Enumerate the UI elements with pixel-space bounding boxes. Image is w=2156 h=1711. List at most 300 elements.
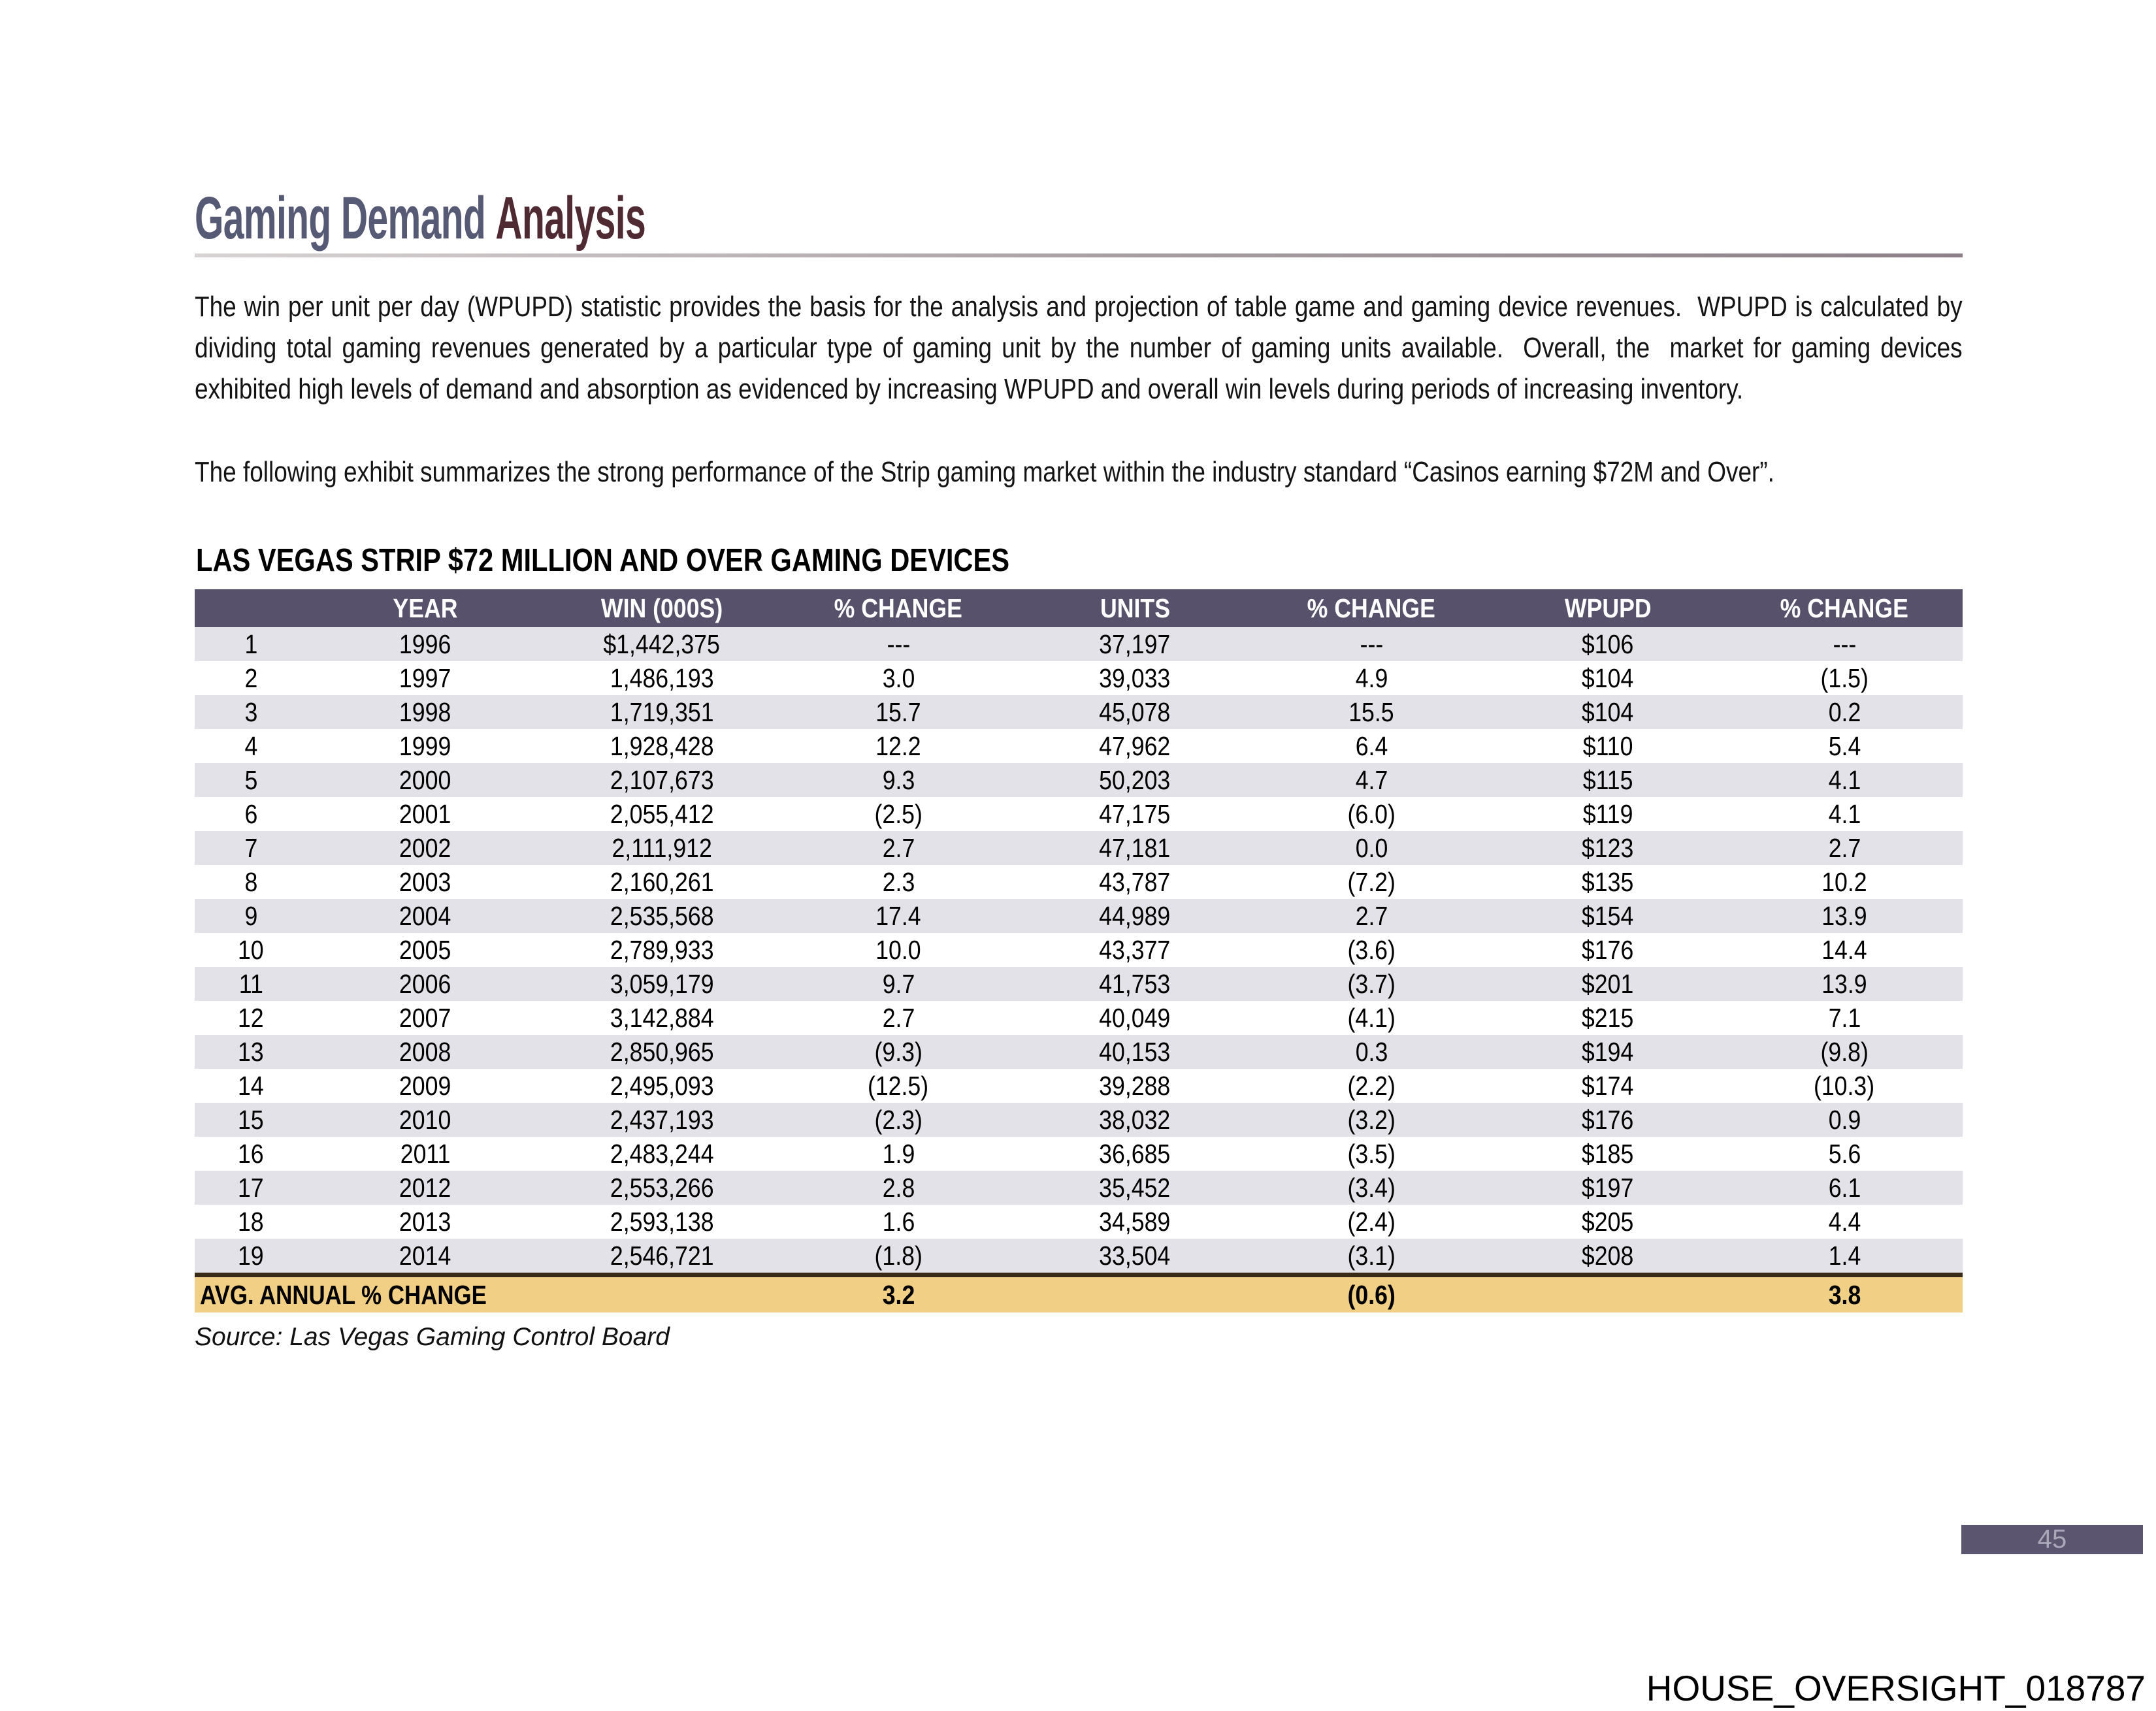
table-cell bbox=[1253, 1171, 1490, 1205]
cell-value: 37,197 bbox=[1099, 628, 1171, 659]
table-cell bbox=[195, 1035, 307, 1069]
table-cell bbox=[195, 831, 307, 865]
cell-value: 1.4 bbox=[1828, 1240, 1861, 1271]
table-cell bbox=[1726, 763, 1963, 797]
cell-value: 4.7 bbox=[1355, 764, 1388, 795]
cell-value: 40,153 bbox=[1099, 1036, 1171, 1067]
table-cell bbox=[195, 1001, 307, 1035]
cell-value: 16 bbox=[238, 1138, 264, 1169]
table-cell bbox=[307, 1001, 544, 1035]
cell-value: 2006 bbox=[399, 968, 451, 999]
cell-value: 4.9 bbox=[1355, 662, 1388, 693]
table-cell bbox=[544, 967, 780, 1001]
table-cell bbox=[1726, 797, 1963, 831]
cell-value: $201 bbox=[1582, 968, 1634, 999]
table-cell bbox=[544, 695, 780, 729]
table-row bbox=[195, 1205, 1963, 1239]
table-cell bbox=[307, 933, 544, 967]
cell-value: $123 bbox=[1582, 832, 1634, 863]
cell-value: 14.4 bbox=[1821, 934, 1867, 965]
table-cell bbox=[307, 627, 544, 661]
cell-value: 44,989 bbox=[1099, 900, 1171, 931]
cell-value: 2014 bbox=[399, 1240, 451, 1271]
cell-value: 2007 bbox=[399, 1002, 451, 1033]
cell-value: (3.4) bbox=[1347, 1172, 1396, 1203]
table-cell bbox=[195, 1137, 307, 1171]
table-cell bbox=[544, 1205, 780, 1239]
table-cell bbox=[544, 1239, 780, 1275]
cell-value: (9.3) bbox=[874, 1036, 923, 1067]
table-cell bbox=[195, 695, 307, 729]
cell-value: 1.6 bbox=[882, 1206, 915, 1237]
cell-value: 2004 bbox=[399, 900, 451, 931]
cell-value: 2000 bbox=[399, 764, 451, 795]
table-cell bbox=[195, 1239, 307, 1275]
table-cell bbox=[1726, 729, 1963, 763]
cell-value: --- bbox=[1360, 628, 1383, 659]
table-cell bbox=[195, 661, 307, 695]
cell-value: 2,535,568 bbox=[610, 900, 714, 931]
cell-value: 43,787 bbox=[1099, 866, 1171, 897]
cell-value: 0.2 bbox=[1828, 696, 1861, 727]
cell-value: 2.7 bbox=[882, 1002, 915, 1033]
table-cell bbox=[1726, 865, 1963, 899]
cell-value: 38,032 bbox=[1099, 1104, 1171, 1135]
cell-value: 2,850,965 bbox=[610, 1036, 714, 1067]
cell-value: 39,033 bbox=[1099, 662, 1171, 693]
cell-value: 2002 bbox=[399, 832, 451, 863]
cell-value: $208 bbox=[1582, 1240, 1634, 1271]
table-cell bbox=[544, 729, 780, 763]
cell-value: (3.1) bbox=[1347, 1240, 1396, 1271]
table-row bbox=[195, 899, 1963, 933]
table-title: LAS VEGAS STRIP $72 MILLION AND OVER GAMING DEVICES bbox=[196, 543, 1010, 578]
table-cell bbox=[1253, 933, 1490, 967]
cell-value: 2013 bbox=[399, 1206, 451, 1237]
table-cell bbox=[1253, 763, 1490, 797]
cell-value: 8 bbox=[244, 866, 257, 897]
document-id-stamp: HOUSE_OVERSIGHT_018787 bbox=[1646, 1668, 2146, 1708]
cell-value: 10.2 bbox=[1821, 866, 1867, 897]
cell-value: (2.3) bbox=[874, 1104, 923, 1135]
table-cell bbox=[1253, 797, 1490, 831]
table-cell bbox=[780, 865, 1017, 899]
cell-value: 47,175 bbox=[1099, 798, 1171, 829]
col-header-year: YEAR bbox=[307, 589, 544, 627]
table-cell bbox=[1490, 1171, 1726, 1205]
table-cell bbox=[307, 661, 544, 695]
cell-value: 1,486,193 bbox=[610, 662, 714, 693]
cell-value: 2,483,244 bbox=[610, 1138, 714, 1169]
table-cell bbox=[1726, 1137, 1963, 1171]
table-cell bbox=[307, 1103, 544, 1137]
cell-value: 4.1 bbox=[1828, 764, 1861, 795]
table-cell bbox=[780, 1239, 1017, 1275]
table-cell bbox=[195, 899, 307, 933]
table-cell bbox=[544, 661, 780, 695]
cell-value: 5 bbox=[244, 764, 257, 795]
table-cell bbox=[780, 1035, 1017, 1069]
col-header-wpupd-change: % CHANGE bbox=[1726, 589, 1963, 627]
table-cell bbox=[1490, 661, 1726, 695]
table-cell bbox=[544, 1103, 780, 1137]
cell-value: (3.2) bbox=[1347, 1104, 1396, 1135]
cell-value: 18 bbox=[238, 1206, 264, 1237]
cell-value: 2,546,721 bbox=[610, 1240, 714, 1271]
table-cell bbox=[780, 797, 1017, 831]
table-cell bbox=[1253, 729, 1490, 763]
cell-value: 2,111,912 bbox=[612, 832, 712, 863]
table-cell bbox=[1490, 865, 1726, 899]
table-cell bbox=[1017, 1069, 1253, 1103]
table-cell bbox=[544, 1137, 780, 1171]
table-cell bbox=[1253, 661, 1490, 695]
table-cell bbox=[1253, 967, 1490, 1001]
cell-value: 4.4 bbox=[1828, 1206, 1861, 1237]
table-cell bbox=[1726, 1001, 1963, 1035]
table-cell bbox=[195, 1103, 307, 1137]
cell-value: 15.7 bbox=[875, 696, 921, 727]
table-cell bbox=[1253, 1205, 1490, 1239]
cell-value: 19 bbox=[238, 1240, 264, 1271]
cell-value: 45,078 bbox=[1099, 696, 1171, 727]
table-cell bbox=[307, 1069, 544, 1103]
cell-value: 5.4 bbox=[1828, 730, 1861, 761]
cell-value: 1997 bbox=[399, 662, 451, 693]
table-cell bbox=[1726, 661, 1963, 695]
table-cell bbox=[307, 695, 544, 729]
table-cell bbox=[1490, 933, 1726, 967]
cell-value: 9 bbox=[244, 900, 257, 931]
page-number-badge bbox=[1961, 1525, 2143, 1554]
table-body bbox=[195, 627, 1963, 1275]
cell-value: 12 bbox=[238, 1002, 264, 1033]
table-row bbox=[195, 1035, 1963, 1069]
cell-value: 1999 bbox=[399, 730, 451, 761]
table-row bbox=[195, 729, 1963, 763]
table-cell bbox=[307, 1205, 544, 1239]
table-cell bbox=[544, 865, 780, 899]
table-cell bbox=[780, 1069, 1017, 1103]
cell-value: (9.8) bbox=[1820, 1036, 1869, 1067]
table-cell bbox=[1017, 729, 1253, 763]
table-row bbox=[195, 865, 1963, 899]
col-header-index bbox=[195, 589, 307, 627]
col-header-win: WIN (000S) bbox=[544, 589, 780, 627]
cell-value: 9.3 bbox=[882, 764, 915, 795]
table-cell bbox=[1490, 1001, 1726, 1035]
cell-value: 2,160,261 bbox=[610, 866, 714, 897]
cell-value: 11 bbox=[238, 968, 263, 999]
cell-value: 35,452 bbox=[1099, 1172, 1171, 1203]
table-row bbox=[195, 933, 1963, 967]
cell-value: 1.9 bbox=[882, 1138, 915, 1169]
cell-value: 47,181 bbox=[1099, 832, 1171, 863]
cell-value: 10.0 bbox=[875, 934, 921, 965]
table-cell bbox=[1017, 865, 1253, 899]
cell-value: 2,495,093 bbox=[610, 1070, 714, 1101]
table-cell bbox=[544, 1035, 780, 1069]
cell-value: 2.7 bbox=[882, 832, 915, 863]
table-row bbox=[195, 763, 1963, 797]
cell-value: 13.9 bbox=[1821, 968, 1867, 999]
cell-value: 2.3 bbox=[882, 866, 915, 897]
cell-value: 50,203 bbox=[1099, 764, 1171, 795]
cell-value: $174 bbox=[1582, 1070, 1634, 1101]
table-row bbox=[195, 1171, 1963, 1205]
document-content bbox=[195, 185, 1969, 1352]
page-title bbox=[195, 185, 1963, 252]
col-header-wpupd: WPUPD bbox=[1490, 589, 1726, 627]
table-cell bbox=[195, 1171, 307, 1205]
table-cell bbox=[307, 763, 544, 797]
table-cell bbox=[307, 1035, 544, 1069]
table-cell bbox=[1726, 1035, 1963, 1069]
table-cell bbox=[1017, 1103, 1253, 1137]
cell-value: 2.8 bbox=[882, 1172, 915, 1203]
cell-value: $197 bbox=[1582, 1172, 1634, 1203]
table-cell bbox=[1017, 1001, 1253, 1035]
title-spacer bbox=[485, 185, 495, 252]
table-cell bbox=[544, 1171, 780, 1205]
table-cell bbox=[1017, 695, 1253, 729]
cell-value: 2.7 bbox=[1828, 832, 1861, 863]
table-cell bbox=[1253, 865, 1490, 899]
table-cell bbox=[1017, 1205, 1253, 1239]
table-cell bbox=[780, 763, 1017, 797]
table-cell bbox=[307, 1137, 544, 1171]
cell-value: $104 bbox=[1582, 662, 1634, 693]
cell-value: 2,437,193 bbox=[610, 1104, 714, 1135]
table-cell bbox=[1490, 1035, 1726, 1069]
table-cell bbox=[1726, 899, 1963, 933]
cell-value: 10 bbox=[238, 934, 264, 965]
cell-value: $154 bbox=[1582, 900, 1634, 931]
cell-value: (2.5) bbox=[874, 798, 923, 829]
cell-value: 13.9 bbox=[1821, 900, 1867, 931]
cell-value: 1,928,428 bbox=[610, 730, 714, 761]
cell-value: 47,962 bbox=[1099, 730, 1171, 761]
avg-annual-change-row bbox=[195, 1275, 1963, 1313]
table-cell bbox=[1490, 1069, 1726, 1103]
paragraph-wpupd-definition: The win per unit per day (WPUPD) statistic provides the basis for the analysis and projection of table game and gaming device revenues. WPUPD is calculated by dividing total gaming revenues generated by a particular type of gaming unit by the number of gaming units available. Overall, the market for gaming devices exhibited high levels of demand and absorption as evidenced by increasing WPUPD and overall win levels during periods of increasing inventory. bbox=[195, 291, 1969, 405]
table-cell bbox=[1017, 1035, 1253, 1069]
table-cell bbox=[1017, 797, 1253, 831]
cell-value: 2,789,933 bbox=[610, 934, 714, 965]
cell-value: $119 bbox=[1582, 798, 1633, 829]
table-footer bbox=[195, 1275, 1963, 1313]
table-cell bbox=[307, 797, 544, 831]
cell-value: 1,719,351 bbox=[610, 696, 714, 727]
table-cell bbox=[1253, 1239, 1490, 1275]
table-cell bbox=[1490, 899, 1726, 933]
cell-value: (3.5) bbox=[1347, 1138, 1396, 1169]
table-cell bbox=[1726, 1239, 1963, 1275]
table-row bbox=[195, 661, 1963, 695]
title-underline bbox=[195, 253, 1963, 257]
cell-value: 2001 bbox=[399, 798, 451, 829]
table-cell bbox=[1490, 967, 1726, 1001]
cell-value: 7 bbox=[244, 832, 257, 863]
cell-value: $205 bbox=[1582, 1206, 1634, 1237]
table-cell bbox=[307, 729, 544, 763]
cell-value: (6.0) bbox=[1347, 798, 1396, 829]
cell-value: 34,589 bbox=[1099, 1206, 1171, 1237]
table-cell bbox=[1490, 729, 1726, 763]
cell-value: (7.2) bbox=[1347, 866, 1396, 897]
col-header-win-change: % CHANGE bbox=[780, 589, 1017, 627]
table-cell bbox=[780, 1103, 1017, 1137]
cell-value: $176 bbox=[1582, 1104, 1634, 1135]
gaming-devices-table bbox=[195, 589, 1963, 1312]
table-cell bbox=[195, 729, 307, 763]
table-cell bbox=[1017, 763, 1253, 797]
page-title-part2: Analysis bbox=[495, 185, 646, 252]
col-header-units-change: % CHANGE bbox=[1253, 589, 1490, 627]
table-cell bbox=[307, 899, 544, 933]
cell-value: (4.1) bbox=[1347, 1002, 1396, 1033]
table-cell bbox=[1726, 933, 1963, 967]
cell-value: 0.0 bbox=[1355, 832, 1388, 863]
table-row bbox=[195, 967, 1963, 1001]
cell-value: 0.3 bbox=[1355, 1036, 1388, 1067]
table-cell bbox=[1253, 1103, 1490, 1137]
cell-value: (1.8) bbox=[874, 1240, 923, 1271]
table-row bbox=[195, 1069, 1963, 1103]
cell-value: 1996 bbox=[399, 628, 451, 659]
avg-empty-cell bbox=[1017, 1275, 1253, 1313]
table-cell bbox=[780, 1137, 1017, 1171]
cell-value: 17 bbox=[238, 1172, 264, 1203]
cell-value: 2 bbox=[244, 662, 257, 693]
cell-value: (3.6) bbox=[1347, 934, 1396, 965]
table-cell bbox=[544, 797, 780, 831]
cell-value: (10.3) bbox=[1814, 1070, 1875, 1101]
cell-value: --- bbox=[887, 628, 910, 659]
cell-value: $115 bbox=[1582, 764, 1633, 795]
cell-value: (2.2) bbox=[1347, 1070, 1396, 1101]
avg-row-label-cell: AVG. ANNUAL % CHANGE bbox=[200, 1279, 487, 1310]
table-cell bbox=[1253, 695, 1490, 729]
table-cell bbox=[1017, 933, 1253, 967]
page-title-part1: Gaming Demand bbox=[195, 185, 486, 252]
table-cell bbox=[195, 627, 307, 661]
table-cell bbox=[195, 865, 307, 899]
table-cell bbox=[780, 967, 1017, 1001]
table-cell bbox=[780, 1205, 1017, 1239]
table-cell bbox=[1726, 967, 1963, 1001]
table-row bbox=[195, 627, 1963, 661]
cell-value: 2003 bbox=[399, 866, 451, 897]
table-cell bbox=[1017, 627, 1253, 661]
table-cell bbox=[1253, 627, 1490, 661]
table-cell bbox=[1490, 1239, 1726, 1275]
cell-value: 15.5 bbox=[1348, 696, 1394, 727]
table-cell bbox=[544, 933, 780, 967]
table-row bbox=[195, 797, 1963, 831]
table-cell bbox=[1490, 797, 1726, 831]
cell-value: 2005 bbox=[399, 934, 451, 965]
table-row bbox=[195, 695, 1963, 729]
page-number: 45 bbox=[2037, 1525, 2067, 1554]
cell-value: 36,685 bbox=[1099, 1138, 1171, 1169]
cell-value: 2,553,266 bbox=[610, 1172, 714, 1203]
table-cell bbox=[1726, 1103, 1963, 1137]
table-cell bbox=[544, 763, 780, 797]
cell-value: 15 bbox=[238, 1104, 264, 1135]
table-row bbox=[195, 1239, 1963, 1275]
table-cell bbox=[780, 695, 1017, 729]
cell-value: 2,593,138 bbox=[610, 1206, 714, 1237]
cell-value: 3 bbox=[244, 696, 257, 727]
table-cell bbox=[544, 1001, 780, 1035]
col-header-units: UNITS bbox=[1017, 589, 1253, 627]
table-source-note: Source: Las Vegas Gaming Control Board bbox=[195, 1323, 670, 1351]
table-cell bbox=[1017, 1171, 1253, 1205]
cell-value: 5.6 bbox=[1828, 1138, 1861, 1169]
table-cell bbox=[307, 865, 544, 899]
cell-value: (1.5) bbox=[1820, 662, 1869, 693]
avg-win-change-cell: 3.2 bbox=[882, 1279, 915, 1310]
table-cell bbox=[1490, 763, 1726, 797]
table-cell bbox=[195, 933, 307, 967]
cell-value: 2012 bbox=[399, 1172, 451, 1203]
cell-value: 4.1 bbox=[1828, 798, 1861, 829]
table-cell bbox=[1726, 695, 1963, 729]
table-row bbox=[195, 1103, 1963, 1137]
cell-value: 2,107,673 bbox=[610, 764, 714, 795]
cell-value: --- bbox=[1833, 628, 1856, 659]
cell-value: 9.7 bbox=[882, 968, 915, 999]
cell-value: 2008 bbox=[399, 1036, 451, 1067]
table-cell bbox=[1490, 1103, 1726, 1137]
cell-value: 1998 bbox=[399, 696, 451, 727]
table-cell bbox=[1253, 1069, 1490, 1103]
cell-value: 2.7 bbox=[1355, 900, 1388, 931]
table-cell bbox=[1253, 831, 1490, 865]
table-cell bbox=[1726, 1171, 1963, 1205]
cell-value: 39,288 bbox=[1099, 1070, 1171, 1101]
table-cell bbox=[1726, 1205, 1963, 1239]
cell-value: $185 bbox=[1582, 1138, 1634, 1169]
table-cell bbox=[195, 797, 307, 831]
cell-value: 3.0 bbox=[882, 662, 915, 693]
table-cell bbox=[544, 1069, 780, 1103]
table-row bbox=[195, 1137, 1963, 1171]
table-cell bbox=[1253, 1137, 1490, 1171]
table-cell bbox=[1017, 899, 1253, 933]
cell-value: 2009 bbox=[399, 1070, 451, 1101]
cell-value: $135 bbox=[1582, 866, 1634, 897]
paragraph-exhibit-intro: The following exhibit summarizes the strong performance of the Strip gaming market within the industry standard “Casinos earning $72M and Over”. bbox=[195, 456, 1774, 488]
table-cell bbox=[307, 967, 544, 1001]
table-cell bbox=[1490, 695, 1726, 729]
table-cell bbox=[307, 831, 544, 865]
cell-value: 6 bbox=[244, 798, 257, 829]
table-cell bbox=[780, 831, 1017, 865]
table-cell bbox=[1253, 1035, 1490, 1069]
avg-empty-cell bbox=[1490, 1275, 1726, 1313]
table-cell bbox=[1726, 627, 1963, 661]
cell-value: 7.1 bbox=[1828, 1002, 1861, 1033]
table-cell bbox=[780, 899, 1017, 933]
cell-value: 2010 bbox=[399, 1104, 451, 1135]
table-cell bbox=[1253, 899, 1490, 933]
table-cell bbox=[1017, 967, 1253, 1001]
cell-value: 2011 bbox=[400, 1138, 451, 1169]
cell-value: 12.2 bbox=[875, 730, 921, 761]
cell-value: 17.4 bbox=[875, 900, 921, 931]
